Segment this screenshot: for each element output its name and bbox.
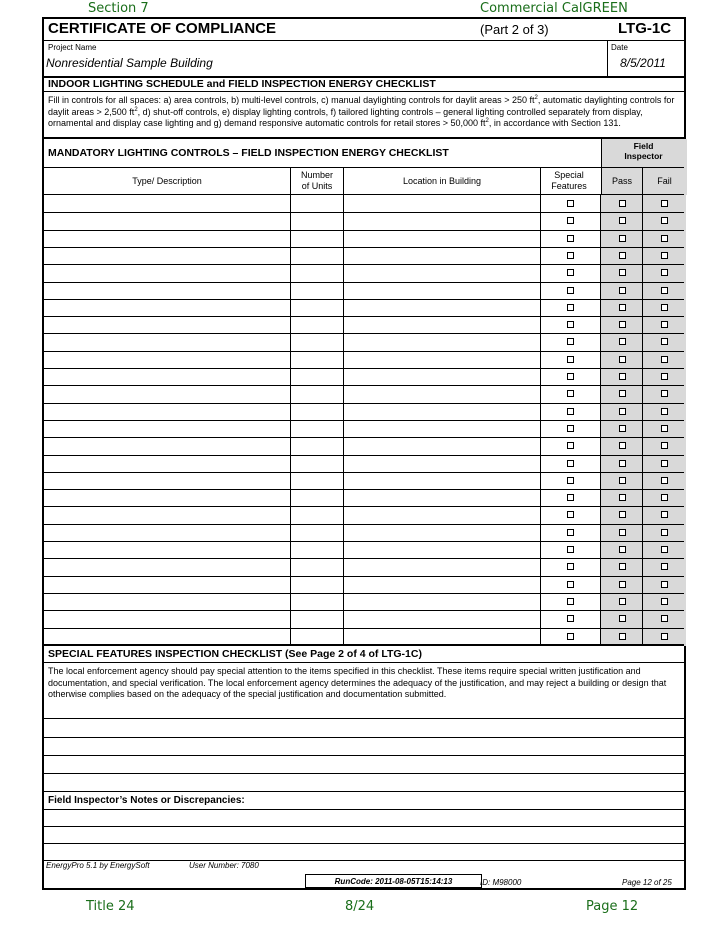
pass-checkbox[interactable] [619, 321, 626, 328]
special-title: SPECIAL FEATURES INSPECTION CHECKLIST (See Page 2 of 4 of LTG-1C) [48, 648, 422, 660]
pass-checkbox[interactable] [619, 581, 626, 588]
table-row[interactable] [44, 437, 684, 454]
pass-checkbox[interactable] [619, 408, 626, 415]
table-row[interactable] [44, 316, 684, 333]
special-features-checkbox[interactable] [567, 633, 574, 640]
table-row[interactable] [44, 299, 684, 316]
table-row[interactable] [44, 385, 684, 402]
special-text: The local enforcement agency should pay special attention to the items specified in this checklist. These items require special written justification and documentation, and special verification. The local enforcement agency determines the adequacy of the justification, and may reject a building or design that otherwise complies based on the adequacy of the special justification and documentation submitted. [48, 666, 667, 699]
bottom-title: Title 24 [86, 899, 135, 914]
fail-checkbox[interactable] [661, 460, 668, 467]
special-features-checkbox[interactable] [567, 529, 574, 536]
table-row[interactable] [44, 230, 684, 247]
fail-checkbox[interactable] [661, 373, 668, 380]
fail-checkbox[interactable] [661, 546, 668, 553]
col-location: Location in Building [402, 176, 482, 186]
table-row[interactable] [44, 558, 684, 575]
fail-checkbox[interactable] [661, 321, 668, 328]
footer-id: ID: M98000 [480, 878, 522, 887]
special-features-checkbox[interactable] [567, 390, 574, 397]
special-features-checkbox[interactable] [567, 477, 574, 484]
table-row[interactable] [44, 212, 684, 229]
special-blank-row[interactable] [44, 718, 684, 737]
special-features-checkbox[interactable] [567, 615, 574, 622]
special-features-checkbox[interactable] [567, 356, 574, 363]
date-label: Date [611, 43, 628, 52]
fail-checkbox[interactable] [661, 269, 668, 276]
project-name-label: Project Name [48, 43, 97, 52]
pass-checkbox[interactable] [619, 390, 626, 397]
footer-software: EnergyPro 5.1 by EnergySoft [46, 861, 150, 870]
fail-checkbox[interactable] [661, 287, 668, 294]
special-blank-row[interactable] [44, 773, 684, 791]
fail-checkbox[interactable] [661, 425, 668, 432]
col-fail: Fail [657, 176, 672, 186]
title-row [44, 19, 684, 40]
special-features-checkbox[interactable] [567, 442, 574, 449]
notes-title-row [44, 791, 684, 809]
footer-page: Page 12 of 25 [622, 878, 672, 887]
special-features-checkbox[interactable] [567, 408, 574, 415]
pass-checkbox[interactable] [619, 477, 626, 484]
pass-checkbox[interactable] [619, 425, 626, 432]
col-type: Type/ Description [132, 176, 202, 186]
special-features-checkbox[interactable] [567, 252, 574, 259]
special-features-checkbox[interactable] [567, 581, 574, 588]
fail-checkbox[interactable] [661, 200, 668, 207]
pass-checkbox[interactable] [619, 304, 626, 311]
fail-checkbox[interactable] [661, 615, 668, 622]
col-pass: Pass [611, 176, 632, 186]
program-label: Commercial CalGREEN [480, 1, 628, 16]
instructions-text: Fill in controls for all spaces: a) area controls, b) multi-level controls, c) manual daylighting controls for daylit areas > 250 $ft^2$, automatic daylighting controls for daylit areas > 2,500 $ft^2$, d) shut-off controls, e) display lighting controls, f) tailored lighting controls – general lighting controlled separately from display, ornamental and display case lighting and g) demand responsive automatic controls for retail stores > 50,000 $ft^2$, in accordance with Section 131. [48, 95, 675, 128]
checklist-grid [44, 194, 684, 645]
fail-checkbox[interactable] [661, 581, 668, 588]
table-row[interactable] [44, 195, 684, 212]
special-features-checkbox[interactable] [567, 546, 574, 553]
fail-checkbox[interactable] [661, 529, 668, 536]
pass-checkbox[interactable] [619, 356, 626, 363]
special-title-row [44, 644, 684, 662]
pass-checkbox[interactable] [619, 217, 626, 224]
pass-checkbox[interactable] [619, 373, 626, 380]
special-features-checkbox[interactable] [567, 287, 574, 294]
table-row[interactable] [44, 541, 684, 558]
special-features-checkbox[interactable] [567, 235, 574, 242]
table-row[interactable] [44, 368, 684, 385]
fail-checkbox[interactable] [661, 633, 668, 640]
mandatory-title: MANDATORY LIGHTING CONTROLS – FIELD INSPECTION ENERGY CHECKLIST [48, 147, 449, 159]
pass-checkbox[interactable] [619, 511, 626, 518]
table-row[interactable] [44, 264, 684, 281]
fail-checkbox[interactable] [661, 235, 668, 242]
fail-checkbox[interactable] [661, 356, 668, 363]
table-row[interactable] [44, 576, 684, 593]
table-row[interactable] [44, 506, 684, 523]
special-features-checkbox[interactable] [567, 494, 574, 501]
col-number: Number of Units [301, 170, 334, 191]
special-features-checkbox[interactable] [567, 217, 574, 224]
form-id: LTG-1C [618, 20, 672, 37]
table-row[interactable] [44, 472, 684, 489]
fail-checkbox[interactable] [661, 442, 668, 449]
table-row[interactable] [44, 593, 684, 610]
pass-checkbox[interactable] [619, 235, 626, 242]
table-row[interactable] [44, 351, 684, 368]
compliance-form [42, 17, 686, 890]
special-features-checkbox[interactable] [567, 511, 574, 518]
form-part: (Part 2 of 3) [480, 22, 549, 37]
fail-checkbox[interactable] [661, 217, 668, 224]
special-text-row [44, 662, 684, 718]
pass-checkbox[interactable] [619, 633, 626, 640]
pass-checkbox[interactable] [619, 615, 626, 622]
pass-checkbox[interactable] [619, 563, 626, 570]
pass-checkbox[interactable] [619, 200, 626, 207]
special-features-checkbox[interactable] [567, 321, 574, 328]
column-header-row [44, 167, 684, 194]
table-row[interactable] [44, 282, 684, 299]
table-row[interactable] [44, 455, 684, 472]
table-row[interactable] [44, 247, 684, 264]
section-label: Section 7 [88, 1, 149, 16]
fail-checkbox[interactable] [661, 563, 668, 570]
footer-user-number: User Number: 7080 [189, 861, 259, 870]
special-features-checkbox[interactable] [567, 460, 574, 467]
table-row[interactable] [44, 403, 684, 420]
bottom-page-of: 8/24 [345, 899, 375, 914]
bottom-page: Page 12 [586, 899, 639, 914]
instructions-row [44, 91, 684, 137]
pass-checkbox[interactable] [619, 460, 626, 467]
table-row[interactable] [44, 524, 684, 541]
special-features-checkbox[interactable] [567, 200, 574, 207]
pass-checkbox[interactable] [619, 338, 626, 345]
schedule-title: INDOOR LIGHTING SCHEDULE and FIELD INSPECTION ENERGY CHECKLIST [48, 78, 436, 90]
fail-checkbox[interactable] [661, 408, 668, 415]
table-row[interactable] [44, 610, 684, 627]
form-title: CERTIFICATE OF COMPLIANCE [48, 20, 277, 37]
special-features-checkbox[interactable] [567, 425, 574, 432]
special-features-checkbox[interactable] [567, 338, 574, 345]
pass-checkbox[interactable] [619, 494, 626, 501]
pass-checkbox[interactable] [619, 546, 626, 553]
special-features-checkbox[interactable] [567, 373, 574, 380]
mandatory-title-row [44, 137, 684, 167]
pass-checkbox[interactable] [619, 442, 626, 449]
pass-checkbox[interactable] [619, 269, 626, 276]
fail-checkbox[interactable] [661, 477, 668, 484]
special-blank-row[interactable] [44, 755, 684, 773]
project-row [44, 40, 684, 76]
table-row[interactable] [44, 628, 684, 645]
special-features-checkbox[interactable] [567, 563, 574, 570]
table-row[interactable] [44, 489, 684, 506]
fail-checkbox[interactable] [661, 511, 668, 518]
notes-blank-row[interactable] [44, 826, 684, 843]
fail-checkbox[interactable] [661, 494, 668, 501]
fail-checkbox[interactable] [661, 338, 668, 345]
fail-checkbox[interactable] [661, 252, 668, 259]
table-row[interactable] [44, 420, 684, 437]
pass-checkbox[interactable] [619, 287, 626, 294]
footer-run-code: RunCode: 2011-08-05T15:14:13 [305, 874, 482, 888]
special-features-checkbox[interactable] [567, 269, 574, 276]
notes-blank-row[interactable] [44, 809, 684, 826]
fail-checkbox[interactable] [661, 598, 668, 605]
notes-blank-row[interactable] [44, 843, 684, 860]
col-special: Special Features [551, 170, 587, 191]
table-row[interactable] [44, 333, 684, 350]
project-name-value: Nonresidential Sample Building [46, 56, 213, 70]
special-features-checkbox[interactable] [567, 304, 574, 311]
fail-checkbox[interactable] [661, 390, 668, 397]
notes-title: Field Inspector’s Notes or Discrepancies: [48, 795, 245, 806]
pass-checkbox[interactable] [619, 529, 626, 536]
fail-checkbox[interactable] [661, 304, 668, 311]
date-value: 8/5/2011 [620, 56, 666, 70]
pass-checkbox[interactable] [619, 252, 626, 259]
pass-checkbox[interactable] [619, 598, 626, 605]
schedule-title-row [44, 76, 684, 91]
special-features-checkbox[interactable] [567, 598, 574, 605]
special-blank-row[interactable] [44, 737, 684, 755]
field-inspector-header: Field Inspector [624, 141, 663, 161]
